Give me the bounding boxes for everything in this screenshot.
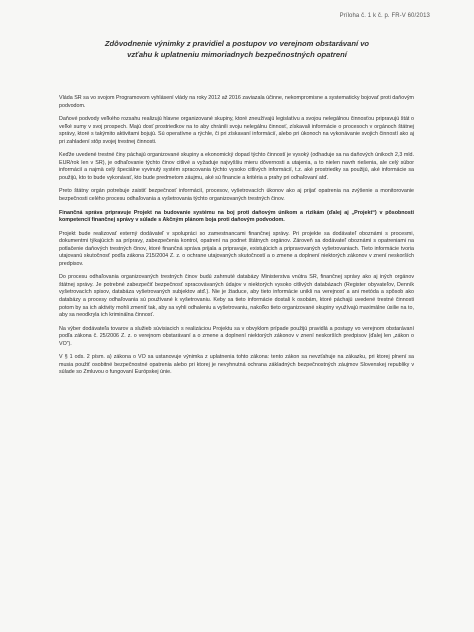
paragraph: Preto štátny orgán potrebuje zaistiť bezpečnosť informácií, procesov, vyšetrovacích úkonov ako aj prijať opatrenia na zvýšenie a monitorovanie bezpečnosti celého procesu odhaľovania a vyšetrovania týchto organizovaných trestných činov. bbox=[59, 188, 414, 203]
title-line: Zdôvodnenie výnimky z pravidiel a postupov vo verejnom obstarávaní vo bbox=[104, 39, 370, 48]
paragraph: Daňové podvody veľkého rozsahu realizujú hlavne organizované skupiny, ktoré zneužívajú legislatívu a svojou nelegálnou činnosťou pripravujú štát o veľké sumy v svoj prospech. Majú dosť prostriedkov na to aby chránili svoju nelegálnu činnosť, získavali informácie o procesoch v orgánoch štátnej správy, ktoré s takýmito aktivitami bojujú. Sú operatívne a rýchle, či pri získavaní informácií, alebo pri úkonoch na vykonávanie svojich činností ako aj pri zahladení stôp svojej trestnej činnosti. bbox=[59, 116, 414, 145]
title-line: vzťahu k uplatneniu mimoriadnych bezpečnostných opatrení bbox=[127, 49, 347, 59]
document-reference: Príloha č. 1 k č. p. FR-V 60/2013 bbox=[339, 13, 430, 19]
paragraph: V § 1 ods. 2 písm. a) zákona o VO sa ustanovuje výnimka z uplatnenia tohto zákona: tento zákon sa nevzťahuje na zákazku, pri ktorej plnení sa musia použiť osobitné bezpečnostné opatrenia alebo pri ktorej je nevyhnutná ochrana základných bezpečnostných záujmov Slovenskej republiky v súlade so Zmluvou o fungovaní Európskej únie. bbox=[59, 354, 414, 376]
paragraph: Do procesu odhaľovania organizovaných trestných činov budú zahrnuté databázy Ministerstva vnútra SR, finančnej správy ako aj iných orgánov štátnej správy. Je potrebné zabezpečiť bezpečnosť spracovávaných údajov v niektorých vysoko citlivých databázach (Register obyvateľov, Denník vyšetrovacích spisov, databáza vyšetrovaných subjektov atď.). Nie je žiaduce, aby tieto informácie unikli na verejnosť a ani metóda a spôsob ako databázy a procesy odhaľovania sú používané k vyšetrovaniu. Keby sa tieto informácie dostali k osobám, ktoré páchajú uvedené trestné činnosti potom by sa ich aktivity mohli zmeniť tak, aby sa vyhli odhaleniu a vyšetrovaniu, nakoľko tieto organizované skupiny využívajú maximálne úsilie na to, aby sa neodkryla ich kriminálna činnosť. bbox=[59, 274, 414, 319]
paragraph: Vláda SR sa vo svojom Programovom vyhlásení vlády na roky 2012 až 2016 zaviazala účinne, nekompromisne a systematicky bojovať proti daňovým podvodom. bbox=[59, 95, 414, 109]
document-body bbox=[59, 95, 414, 383]
document-title bbox=[60, 39, 414, 60]
paragraph: Na výber dodávateľa tovarov a služieb súvisiacich s realizáciou Projektu sa v obvyklom prípade použijú pravidlá a postupy vo verejnom obstarávaní podľa zákona č. 25/2006 Z. z. o verejnom obstarávaní a o zmene a doplnení niektorých zákonov v znení neskorších predpisov (ďalej len „zákon o VO“). bbox=[59, 325, 414, 347]
paragraph: Keďže uvedené trestné činy páchajú organizované skupiny a ekonomický dopad týchto činností je vysoký (odhaduje sa na daňových únikoch 2,3 mld. EUR/rok len v SR), je odhaľovanie týchto činov citlivé a vyžaduje najvyššiu mieru dôvernosti a utajenia, a to nielen navrh riešenia, ale celý súbor informácií a najmä celý špeciálne vyvinutý systém spracovania týchto vysoko citlivých informácií, t.z. aké prostriedky sa použijú, aké informácie sa použijú, kto to bude vykonávať, kto bude predmetom záujmu, aké sú financie a kritéria a prahy pri odhaľovaní atď. bbox=[59, 152, 414, 181]
paragraph-highlight: Finančná správa pripravuje Projekt na budovanie systému na boj proti daňovým únikom a rizikám (ďalej aj „Projekt“) v pôsobnosti kompetencií finančnej správy v súlade s Akčným plánom boja proti daňovým podvodom. bbox=[59, 209, 414, 224]
paragraph: Projekt bude realizovať externý dodávateľ v spolupráci so zamestnancami finančnej správy. Pri projekte sa dodávateľ oboznámi s procesmi, dokumentmi týkajúcich sa prípravy, zabezpečenia kontrol, opatrení na podnet štátnych orgánov. Zároveň sa dodávateľ oboznámi s opatreniami na potlačenie daňových trestných činov, ktoré finančná správa prijala a pripravuje, existujúcich a pripravovaných vyšetrovaniach. Tieto informácie tvoria utajovanú skutočnosť podľa zákona 215/2004 Z. z. o ochrane utajovaných skutočností a o zmene a doplnení niektorých zákonov v znení neskorších predpisov. bbox=[59, 230, 414, 267]
